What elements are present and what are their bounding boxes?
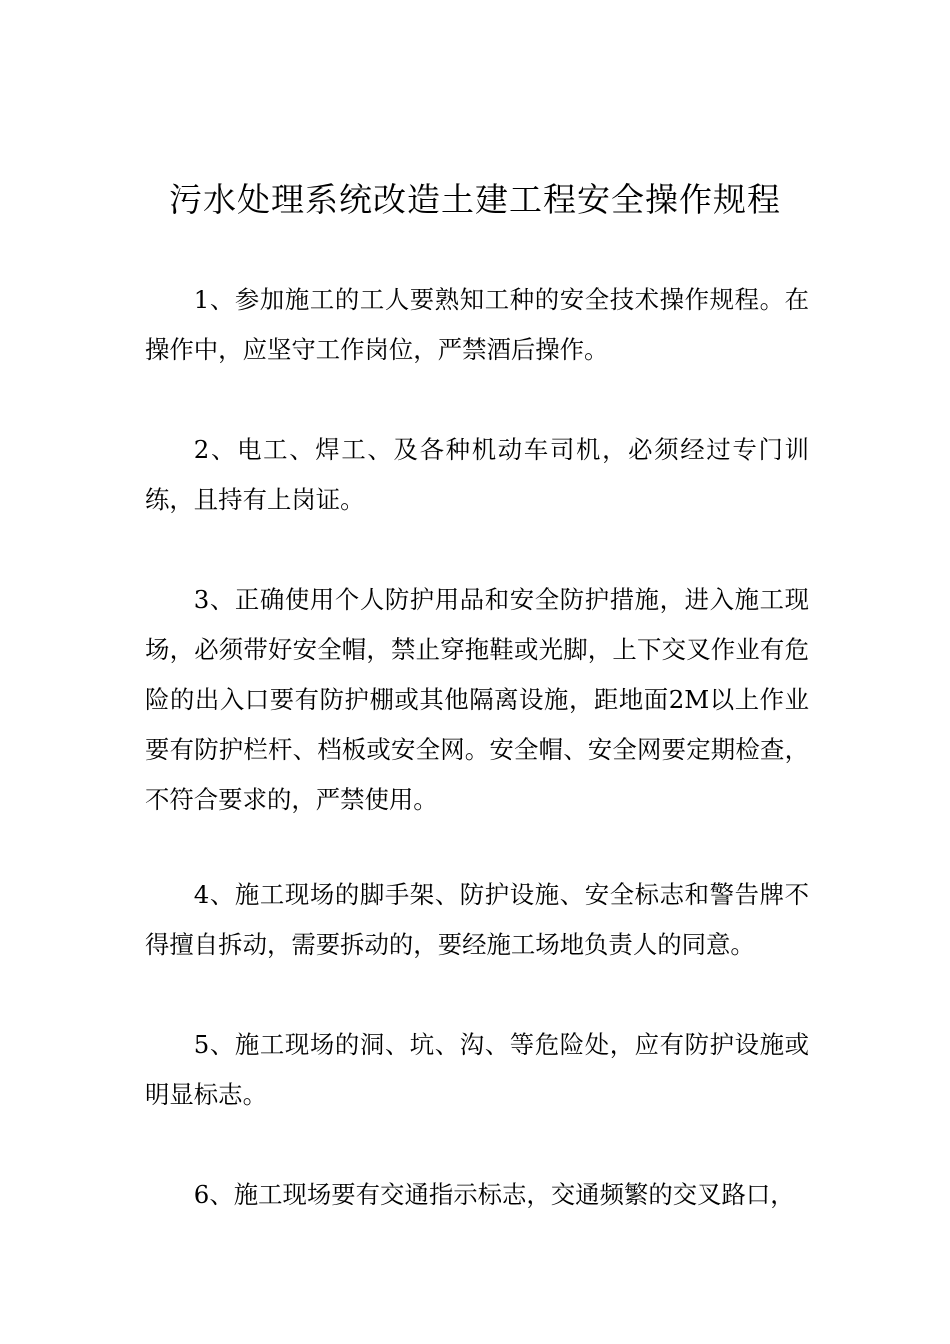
paragraph-4: 4、施工现场的脚手架、防护设施、安全标志和警告牌不得擅自拆动，需要拆动的，要经施工场地负责人的同意。: [145, 880, 809, 959]
paragraph-5: 5、施工现场的洞、坑、沟、等危险处，应有防护设施或明显标志。: [145, 1030, 809, 1109]
paragraph-3: 3、正确使用个人防护用品和安全防护措施，进入施工现场，必须带好安全帽，禁止穿拖鞋或光脚，上下交叉作业有危险的出入口要有防护棚或其他隔离设施，距地面2M以上作业要有防护栏杆、档板或安全网。安全帽、安全网要定期检查，不符合要求的，严禁使用。: [145, 585, 809, 814]
paragraph-2: 2、电工、焊工、及各种机动车司机，必须经过专门训练，且持有上岗证。: [145, 435, 809, 514]
page-title: 污水处理系统改造土建工程安全操作规程: [169, 180, 781, 219]
paragraph-1: 1、参加施工的工人要熟知工种的安全技术操作规程。在操作中，应坚守工作岗位，严禁酒后操作。: [145, 285, 809, 364]
paragraph-6: 6、施工现场要有交通指示标志，交通频繁的交叉路口，: [193, 1180, 795, 1209]
